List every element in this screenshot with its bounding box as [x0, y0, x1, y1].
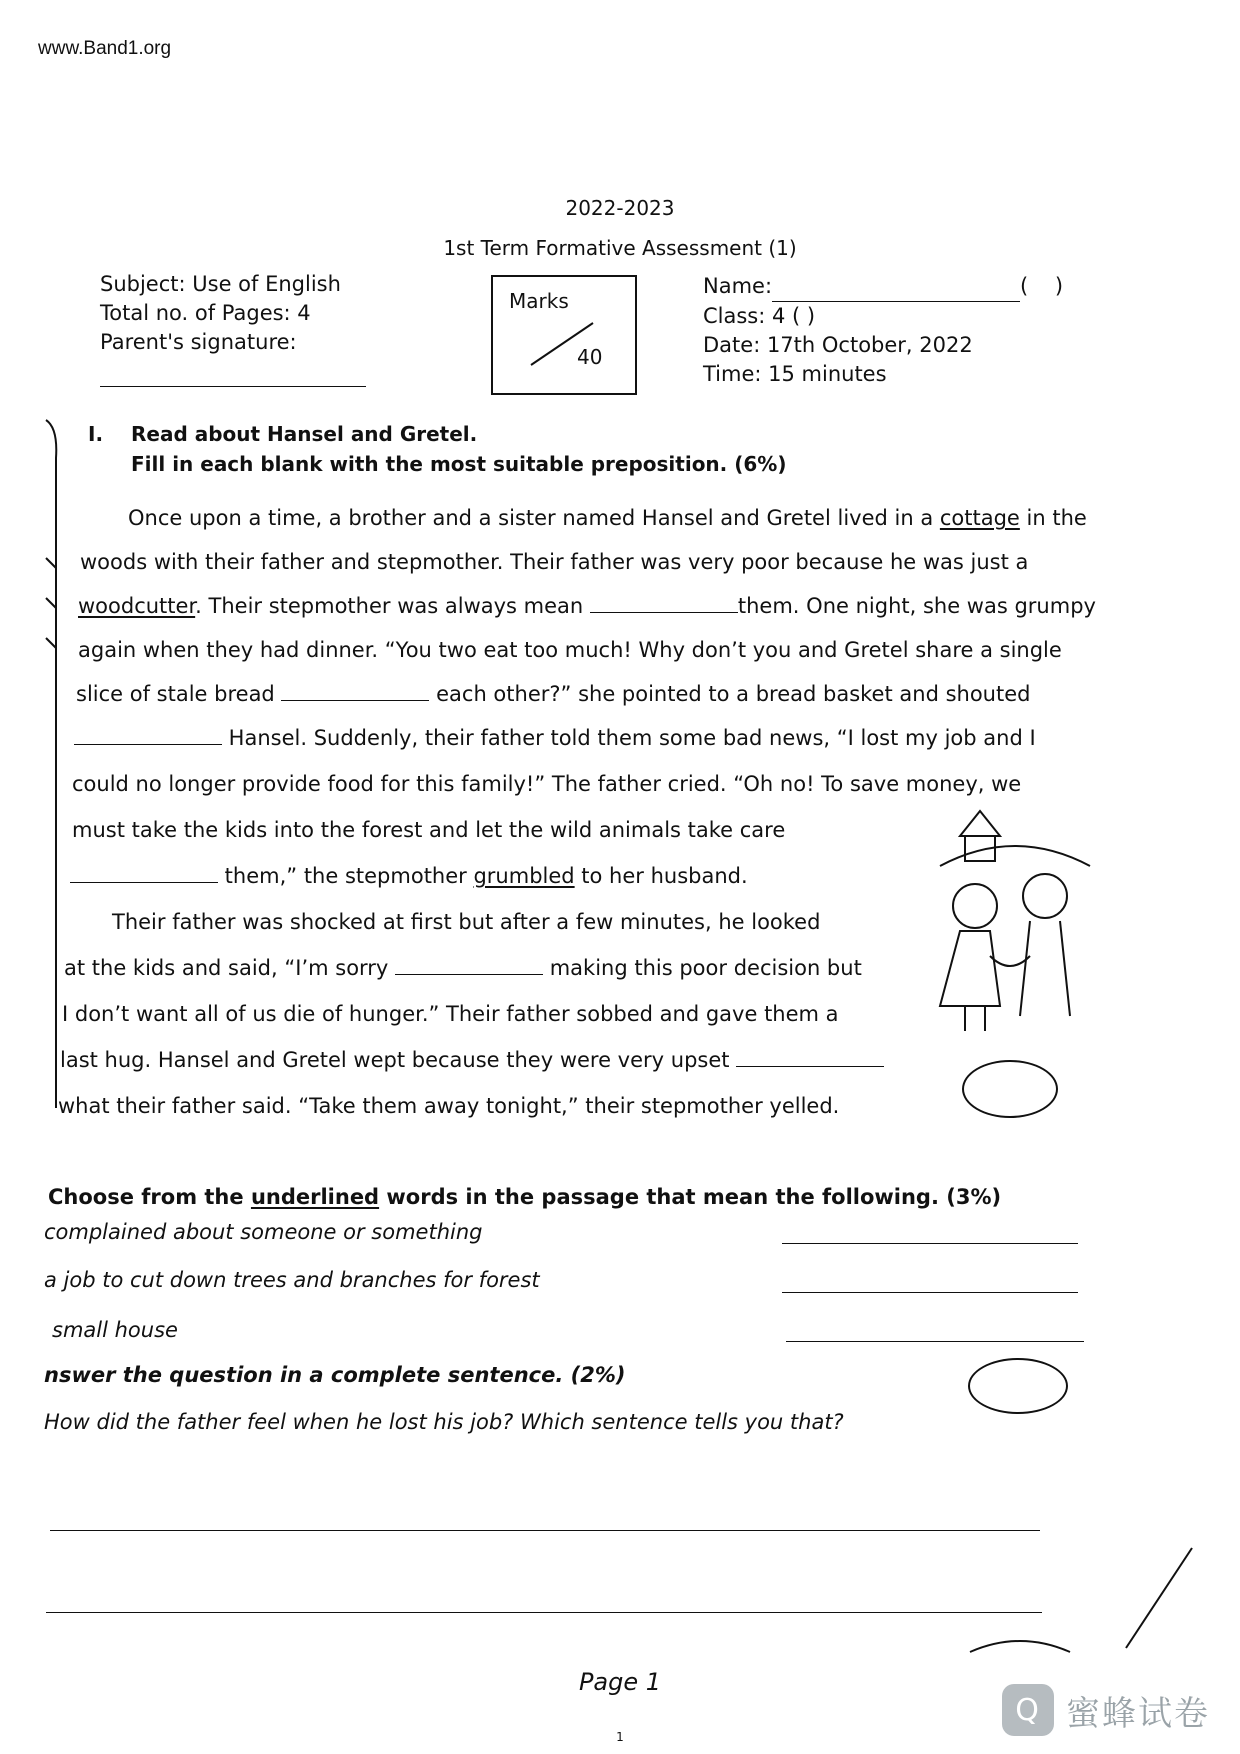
- assessment-title: 1st Term Formative Assessment (1): [443, 236, 797, 260]
- section3-title: nswer the question in a complete sentence. (2%): [44, 1363, 626, 1387]
- text: them,” the stepmother: [218, 864, 474, 888]
- date: Date: 17th October, 2022: [703, 333, 973, 357]
- marks-label: Marks: [509, 289, 569, 313]
- passage-line: must take the kids into the forest and let the wild animals take care: [72, 818, 786, 842]
- header-left: [100, 270, 341, 357]
- passage-line: [70, 864, 748, 888]
- answer-line[interactable]: [786, 1341, 1084, 1342]
- subject: Subject: Use of English: [100, 272, 341, 296]
- name-bracket: ( ): [1020, 274, 1064, 298]
- word-grumbled: grumbled: [473, 864, 575, 888]
- definition-item: small house: [52, 1318, 178, 1342]
- answer-line[interactable]: [782, 1292, 1078, 1293]
- text: in the: [1019, 506, 1087, 530]
- writing-line[interactable]: [46, 1612, 1042, 1613]
- passage-line: what their father said. “Take them away tonight,” their stepmother yelled.: [58, 1094, 840, 1118]
- passage-line: I don’t want all of us die of hunger.” Their father sobbed and gave them a: [62, 1002, 839, 1026]
- score-oval: [968, 1358, 1068, 1414]
- text: words in the passage that mean the following. (3%): [379, 1185, 1002, 1209]
- name-label: Name:: [703, 274, 773, 298]
- section1-title-line2: Fill in each blank with the most suitable preposition. (6%): [131, 452, 787, 476]
- definition-item: complained about someone or something: [44, 1220, 483, 1244]
- blank-6[interactable]: [736, 1065, 884, 1067]
- text: . Their stepmother was always mean: [195, 594, 590, 618]
- text: making this poor decision but: [543, 956, 862, 980]
- blank-5[interactable]: [395, 973, 543, 975]
- word-cottage: cottage: [939, 506, 1020, 530]
- marks-box: [491, 275, 637, 395]
- text: at the kids and said, “I’m sorry: [64, 956, 396, 980]
- school-year: 2022-2023: [565, 196, 675, 220]
- passage-line: [64, 956, 862, 980]
- text: Choose from the: [48, 1185, 251, 1209]
- section1-title: [131, 419, 786, 479]
- word-woodcutter: woodcutter: [78, 594, 196, 618]
- passage-line: [128, 506, 1087, 530]
- passage-line: woods with their father and stepmother. Their father was very poor because he was just a: [80, 550, 1029, 574]
- hansel-gretel-illustration: [920, 806, 1110, 1042]
- site-url: www.Band1.org: [38, 38, 172, 59]
- blank-1[interactable]: [590, 611, 738, 613]
- passage-line: [74, 726, 1036, 750]
- text: to her husband.: [574, 864, 748, 888]
- time: Time: 15 minutes: [703, 362, 887, 386]
- section1-number: I.: [88, 422, 104, 446]
- answer-line[interactable]: [782, 1243, 1078, 1244]
- passage-line: again when they had dinner. “You two eat too much! Why don’t you and Gretel share a single: [78, 638, 1062, 662]
- marks-total: 40: [577, 345, 603, 369]
- parent-signature-label: Parent's signature:: [100, 330, 297, 354]
- section1-title-line1: Read about Hansel and Gretel.: [131, 422, 478, 446]
- text: slice of stale bread: [76, 682, 282, 706]
- text: them. One night, she was grumpy: [737, 594, 1096, 618]
- name-row: [703, 272, 1063, 302]
- passage-line: could no longer provide food for this family!” The father cried. “Oh no! To save money, we: [72, 772, 1022, 796]
- corner-marks: [960, 1540, 1200, 1670]
- blank-4[interactable]: [70, 881, 218, 883]
- blank-3[interactable]: [74, 743, 222, 745]
- passage-line: [78, 594, 1096, 618]
- total-pages: Total no. of Pages: 4: [100, 301, 311, 325]
- passage-line: [76, 682, 1030, 706]
- page-number: 1: [616, 1730, 624, 1744]
- signature-line[interactable]: [100, 386, 366, 387]
- text: last hug. Hansel and Gretel wept because they were very upset: [60, 1048, 737, 1072]
- passage-line: [60, 1048, 884, 1072]
- definition-item: a job to cut down trees and branches for forest: [44, 1268, 540, 1292]
- passage-line: Their father was shocked at first but after a few minutes, he looked: [112, 910, 821, 934]
- name-field[interactable]: [772, 272, 1020, 302]
- marks-slash: [493, 277, 635, 393]
- section2-title: [48, 1182, 1001, 1212]
- class-label: Class: 4 ( ): [703, 304, 816, 328]
- text: Once upon a time, a brother and a sister named Hansel and Gretel lived in a: [128, 506, 940, 530]
- text: Hansel. Suddenly, their father told them some bad news, “I lost my job and I: [222, 726, 1036, 750]
- watermark: [1002, 1684, 1210, 1736]
- score-oval: [962, 1060, 1058, 1118]
- writing-line[interactable]: [50, 1530, 1040, 1531]
- header-right: [703, 272, 1063, 389]
- watermark-text: 蜜蜂试卷: [1066, 1693, 1210, 1734]
- blank-2[interactable]: [281, 699, 429, 701]
- text: each other?” she pointed to a bread basket and shouted: [429, 682, 1031, 706]
- watermark-icon: Q: [1002, 1684, 1054, 1736]
- question: How did the father feel when he lost his job? Which sentence tells you that?: [44, 1410, 844, 1434]
- page-label: Page 1: [578, 1668, 662, 1696]
- underlined-word: underlined: [250, 1185, 380, 1209]
